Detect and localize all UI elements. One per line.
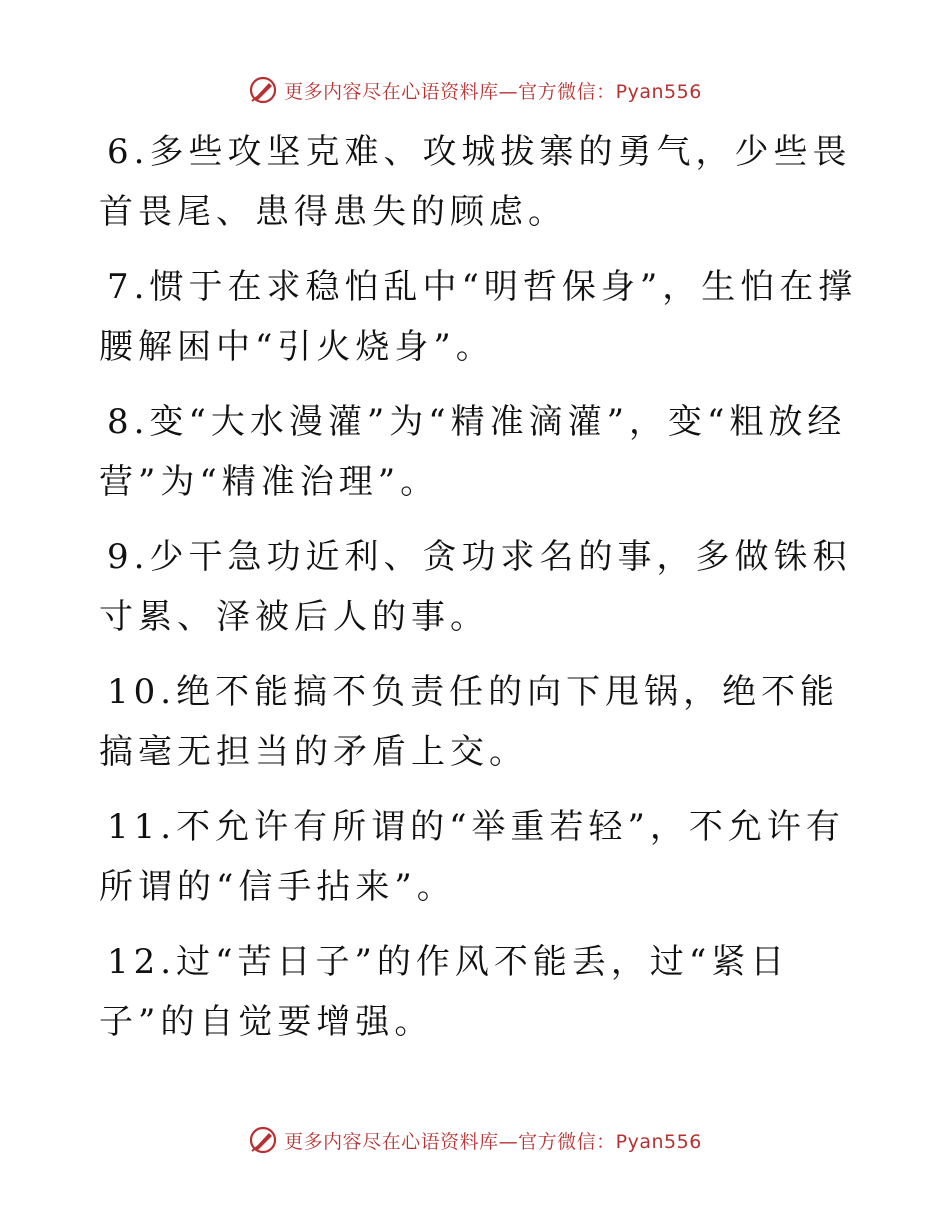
- list-item: 10.绝不能搞不负责任的向下甩锅，绝不能搞毫无担当的矛盾上交。: [99, 672, 840, 772]
- list-item: 12.过“苦日子”的作风不能丢，过“紧日子”的自觉要增强。: [99, 942, 790, 1042]
- header-banner-text: 更多内容尽在心语资料库—官方微信：Pyan556: [284, 80, 702, 103]
- header-banner: [0, 70, 950, 110]
- list-item: 7.惯于在求稳怕乱中“明哲保身”，生怕在撑腰解困中“引火烧身”。: [99, 267, 858, 367]
- list-item: 6.多些攻坚克难、攻城拔寨的勇气，少些畏首畏尾、患得患失的顾虑。: [99, 132, 852, 232]
- footer-banner: [0, 1120, 950, 1160]
- list-item: 8.变“大水漫灌”为“精准滴灌”，变“粗放经营”为“精准治理”。: [99, 402, 847, 502]
- footer-banner-text: 更多内容尽在心语资料库—官方微信：Pyan556: [284, 1130, 702, 1153]
- feather-pen-logo-icon: [248, 1125, 278, 1155]
- list-item: 9.少干急功近利、贪功求名的事，多做铢积寸累、泽被后人的事。: [99, 537, 852, 637]
- feather-pen-logo-icon: [248, 75, 278, 105]
- document-body: [99, 122, 859, 1067]
- list-item: 11.不允许有所谓的“举重若轻”，不允许有所谓的“信手拈来”。: [99, 807, 845, 907]
